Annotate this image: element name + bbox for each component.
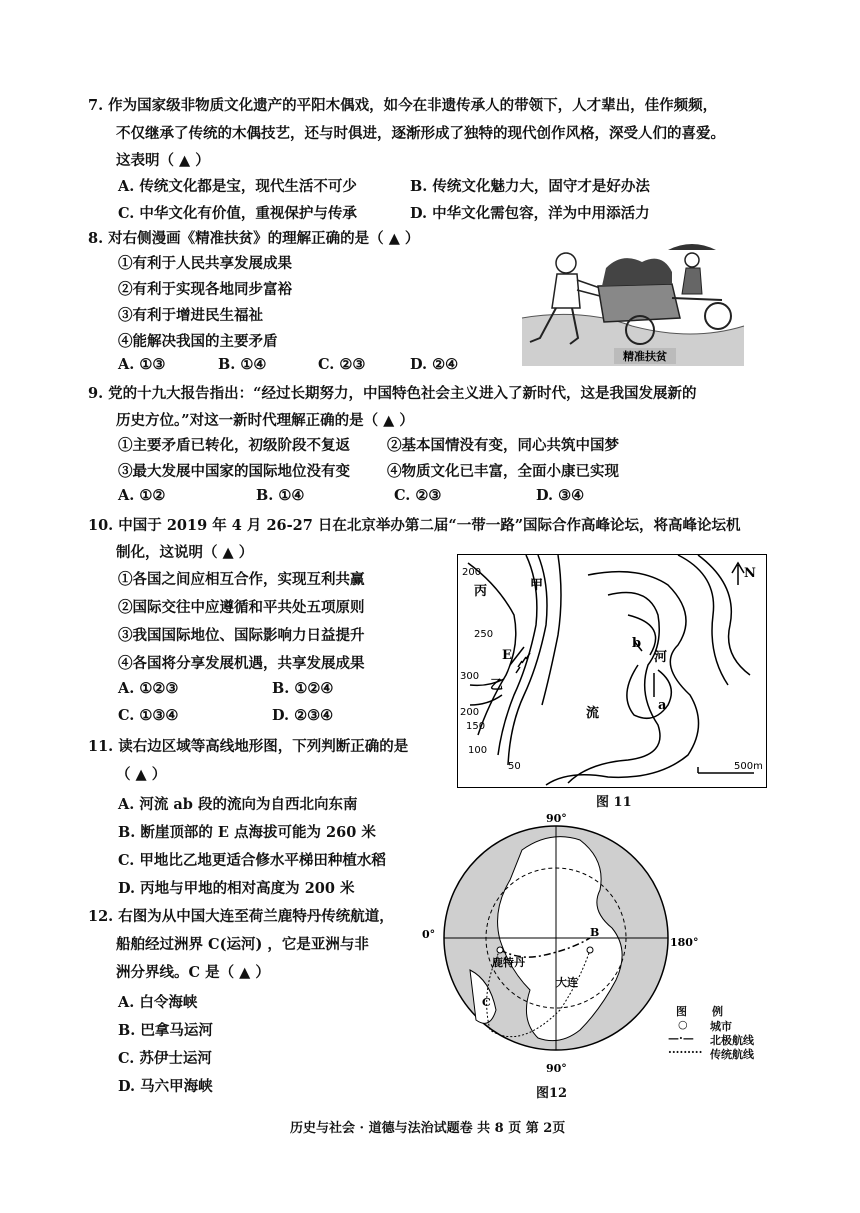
degree-top: 90° [546, 812, 567, 825]
label-a: a [658, 698, 667, 713]
contour-label: 50 [508, 761, 521, 772]
contour-label: 200 [460, 707, 480, 718]
figure-12-caption: 图12 [536, 1086, 568, 1101]
q12-stem-line-2: 船舶经过洲界 C(运河) ，它是亚洲与非 [116, 936, 369, 953]
q9-option-c: C. ②③ [394, 487, 442, 504]
legend-city: 城市 [710, 1020, 732, 1033]
contour-label: 150 [466, 721, 486, 732]
legend-city-icon: ○ [678, 1018, 688, 1031]
q8-option-a: A. ①③ [118, 356, 166, 373]
q12-option-c: C. 苏伊士运河 [118, 1050, 212, 1067]
contour-map-drawing [458, 555, 766, 787]
route-map-drawing [422, 810, 703, 1080]
label-jia: 甲 [530, 578, 544, 593]
legend-arctic-line-icon: —·— [668, 1032, 694, 1045]
contour-label: 200 [462, 567, 482, 578]
q8-item-1: ①有利于人民共享发展成果 [118, 255, 292, 272]
scale-label: 500m [734, 761, 763, 772]
contour-label: 250 [474, 629, 494, 640]
q10-item-3: ③我国国际地位、国际影响力日益提升 [118, 627, 365, 644]
q7-option-c: C. 中华文化有价值，重视保护与传承 [118, 205, 357, 222]
q9-stem-line-1: 9. 党的十九大报告指出：“经过长期努力，中国特色社会主义进入了新时代，这是我国发展新的 [88, 385, 697, 402]
degree-left: 0° [422, 928, 436, 941]
q8-item-2: ②有利于实现各地同步富裕 [118, 281, 292, 298]
q9-item-1: ①主要矛盾已转化，初级阶段不复返 [118, 437, 350, 454]
north-arrow-label: N [744, 566, 756, 581]
point-C: C [482, 996, 491, 1009]
q10-item-2: ②国际交往中应遵循和平共处五项原则 [118, 599, 365, 616]
q8-option-d: D. ②④ [410, 356, 459, 373]
q7-option-d: D. 中华文化需包容，洋为中用添活力 [410, 205, 650, 222]
q12-option-a: A. 白令海峡 [118, 994, 198, 1011]
q11-stem-line-2: （ ▲ ） [116, 766, 167, 783]
q11-option-c: C. 甲地比乙地更适合修水平梯田种植水稻 [118, 852, 386, 869]
legend-arctic: 北极航线 [710, 1034, 754, 1047]
poverty-cartoon [522, 238, 744, 366]
label-bing: 丙 [474, 584, 488, 599]
legend-traditional: 传统航线 [710, 1048, 754, 1061]
legend-traditional-line-icon: ········· [668, 1046, 703, 1059]
contour-label: 100 [468, 745, 488, 756]
label-he: 河 [654, 650, 668, 665]
q7-stem-line-3: 这表明（ ▲ ） [116, 152, 210, 169]
contour-map [457, 554, 767, 788]
label-b: b [632, 636, 642, 651]
label-liu: 流 [586, 706, 600, 721]
page-footer: 历史与社会 · 道德与法治试题卷 共 8 页 第 2页 [290, 1121, 566, 1136]
degree-bottom: 90° [546, 1062, 567, 1075]
q10-option-c: C. ①③④ [118, 707, 179, 724]
q8-item-3: ③有利于增进民生福祉 [118, 307, 263, 324]
q12-stem-line-1: 12. 右图为从中国大连至荷兰鹿特丹传统航道， [88, 908, 394, 925]
legend-title-2: 例 [712, 1005, 723, 1018]
q7-option-a: A. 传统文化都是宝，现代生活不可少 [118, 178, 357, 195]
q7-stem-line-1: 7. 作为国家级非物质文化遗产的平阳木偶戏，如今在非遗传承人的带领下，人才辈出，佳作频频， [88, 97, 718, 114]
q7-stem-line-2: 不仅继承了传统的木偶技艺，还与时俱进，逐渐形成了独特的现代创作风格，深受人们的喜爱。 [116, 125, 725, 142]
q12-stem-line-3: 洲分界线。C 是（ ▲ ） [116, 964, 270, 981]
q7-option-b: B. 传统文化魅力大，固守才是好办法 [410, 178, 650, 195]
q10-option-a: A. ①②③ [118, 680, 179, 697]
q12-option-d: D. 马六甲海峡 [118, 1078, 213, 1095]
q9-option-b: B. ①④ [256, 487, 305, 504]
point-B: B [590, 926, 600, 939]
q8-option-b: B. ①④ [218, 356, 267, 373]
q10-option-d: D. ②③④ [272, 707, 334, 724]
route-map [422, 810, 703, 1080]
q9-stem-line-2: 历史方位。”对这一新时代理解正确的是（ ▲ ） [116, 412, 414, 429]
q9-item-2: ②基本国情没有变，同心共筑中国梦 [387, 437, 619, 454]
label-E: E [502, 648, 512, 663]
q8-option-c: C. ②③ [318, 356, 366, 373]
legend-title-1: 图 [676, 1005, 687, 1018]
q12-option-b: B. 巴拿马运河 [118, 1022, 213, 1039]
q11-option-a: A. 河流 ab 段的流向为自西北向东南 [118, 796, 358, 813]
cartoon-title: 精准扶贫 [623, 350, 667, 363]
degree-right: 180° [670, 936, 699, 949]
city-dalian: 大连 [556, 976, 578, 989]
q8-stem: 8. 对右侧漫画《精准扶贫》的理解正确的是（ ▲ ） [88, 230, 420, 247]
q10-stem-line-1: 10. 中国于 2019 年 4 月 26-27 日在北京举办第二届“一带一路”国际合作高峰论坛，将高峰论坛机 [88, 517, 741, 534]
q9-option-d: D. ③④ [536, 487, 585, 504]
q10-item-1: ①各国之间应相互合作，实现互利共赢 [118, 571, 365, 588]
q11-option-b: B. 断崖顶部的 E 点海拔可能为 260 米 [118, 824, 376, 841]
q9-option-a: A. ①② [118, 487, 166, 504]
figure-11-caption: 图 11 [596, 795, 632, 810]
label-yi: 乙 [490, 678, 504, 693]
q9-item-3: ③最大发展中国家的国际地位没有变 [118, 463, 350, 480]
q11-option-d: D. 丙地与甲地的相对高度为 200 米 [118, 880, 355, 897]
contour-label: 300 [460, 671, 480, 682]
q10-stem-line-2: 制化，这说明（ ▲ ） [116, 544, 254, 561]
q10-option-b: B. ①②④ [272, 680, 334, 697]
q10-item-4: ④各国将分享发展机遇，共享发展成果 [118, 655, 365, 672]
q11-stem-line-1: 11. 读右边区域等高线地形图，下列判断正确的是 [88, 738, 409, 755]
q9-item-4: ④物质文化已丰富，全面小康已实现 [387, 463, 619, 480]
city-rotterdam: 鹿特丹 [492, 956, 525, 969]
cartoon-illustration [522, 238, 744, 366]
q8-item-4: ④能解决我国的主要矛盾 [118, 333, 278, 350]
